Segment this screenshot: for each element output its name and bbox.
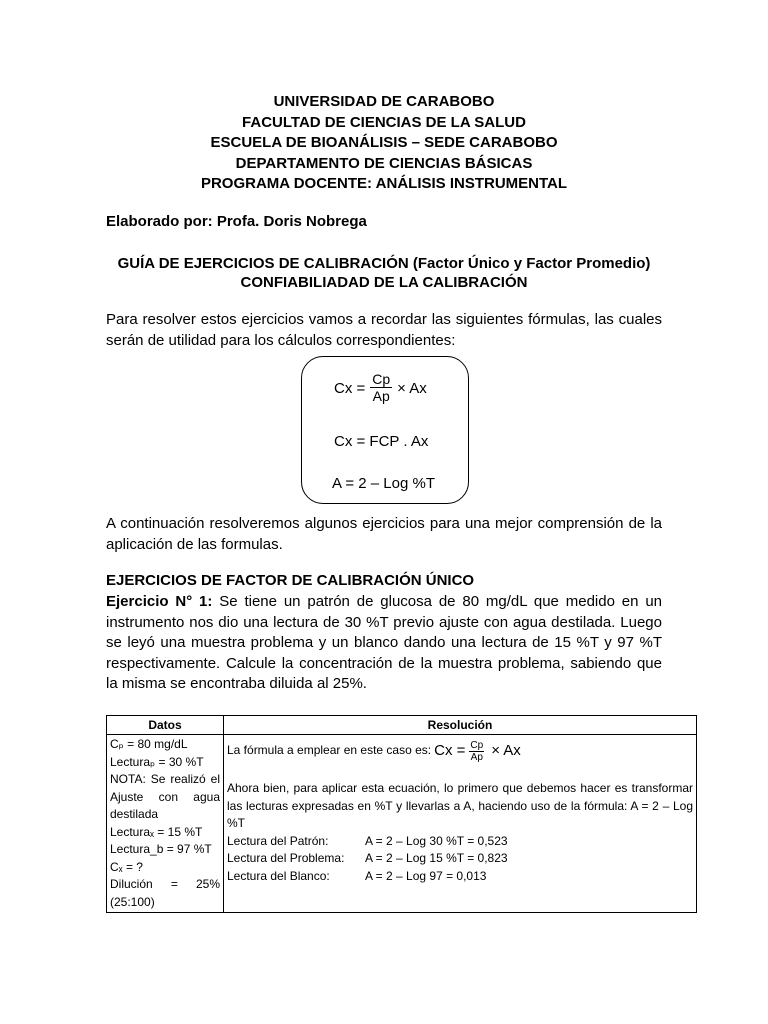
- formula-1-numerator: Cp: [372, 371, 391, 387]
- datos-item: Lectura_b = 97 %T: [110, 842, 212, 856]
- datos-item: Cₚ = 80 mg/dL: [110, 737, 188, 751]
- formula-1-denominator: Ap: [372, 388, 390, 404]
- guide-title-line-2: CONFIABILIADAD DE LA CALIBRACIÓN: [240, 274, 528, 291]
- continuation-paragraph: A continuación resolveremos algunos ejercicios para una mejor comprensión de la aplicación de las formulas.: [106, 515, 662, 553]
- calculation-expression: A = 2 – Log 97 = 0,013: [365, 868, 487, 883]
- section-title: EJERCICIOS DE FACTOR DE CALIBRACIÓN ÚNICO: [106, 572, 475, 589]
- document-header: [0, 92, 768, 195]
- formula-absorbance: A = 2 – Log %T: [332, 475, 435, 492]
- exercise-1-text: Se tiene un patrón de glucosa de 80 mg/dL que medido en un instrumento nos dio una lectura de 30 %T previo ajuste con agua destilada. Luego se leyó una muestra problema y un blanco dando una lectura de 15 %T y 97 %T respectivamente. Calcule la concentración de la muestra problema, sabiendo que la misma se encontraba diluida al 25%.: [106, 593, 662, 692]
- resolution-table: [106, 715, 697, 913]
- calculation-expression: A = 2 – Log 30 %T = 0,523: [365, 833, 508, 848]
- calculation-row: [227, 850, 693, 868]
- datos-item: Cₓ = ?: [110, 859, 143, 874]
- column-header-datos: Datos: [107, 716, 224, 735]
- datos-item: Lecturaₓ = 15 %T: [110, 824, 203, 839]
- formula-concentration: [334, 371, 427, 405]
- exercise-1-label: Ejercicio N° 1:: [106, 593, 213, 610]
- calculation-row: [227, 833, 693, 851]
- datos-item: NOTA: Se realizó el Ajuste con agua destilada: [110, 772, 220, 821]
- explanation-text: Ahora bien, para aplicar esta ecuación, lo primero que debemos hacer es transformar las lecturas expresadas en %T y llevarlas a A, haciendo uso de la fórmula: A = 2 – Log %T: [227, 781, 693, 830]
- table-header-row: [107, 716, 697, 735]
- guide-title-line-1: GUÍA DE EJERCICIOS DE CALIBRACIÓN (Factor Único y Factor Promedio): [117, 255, 651, 272]
- table-formula-denominator: Ap: [470, 751, 483, 763]
- table-row: [107, 735, 697, 913]
- formula-1-fraction: [370, 371, 392, 405]
- guide-title: [0, 254, 768, 292]
- table-formula-numerator: Cp: [470, 739, 484, 751]
- calculation-row: [227, 868, 693, 886]
- author-line: Elaborado por: Profa. Doris Nobrega: [106, 213, 367, 230]
- resolucion-cell: [224, 735, 697, 913]
- table-formula-fraction: [469, 740, 484, 763]
- table-formula-lhs: Cx =: [434, 742, 466, 760]
- datos-item: Dilución = 25% (25:100): [110, 877, 220, 909]
- exercise-1: [106, 592, 662, 695]
- program-name: PROGRAMA DOCENTE: ANÁLISIS INSTRUMENTAL: [200, 175, 568, 192]
- faculty-name: FACULTAD DE CIENCIAS DE LA SALUD: [242, 113, 526, 131]
- formula-box: [301, 356, 469, 504]
- formula-intro: La fórmula a emplear en este caso es:: [227, 743, 432, 758]
- table-formula-rhs: × Ax: [491, 742, 521, 760]
- formula-line: [227, 736, 693, 766]
- calculation-label: Lectura del Patrón:: [227, 833, 329, 848]
- calculation-expression: A = 2 – Log 15 %T = 0,823: [365, 851, 508, 865]
- school-name: ESCUELA DE BIOANÁLISIS – SEDE CARABOBO: [210, 134, 558, 151]
- column-header-resolucion: Resolución: [224, 716, 697, 735]
- datos-item: Lecturaₚ = 30 %T: [110, 754, 204, 769]
- department-name: DEPARTAMENTO DE CIENCIAS BÁSICAS: [235, 154, 533, 172]
- formula-factor: Cx = FCP . Ax: [334, 433, 429, 450]
- datos-cell: [107, 735, 224, 913]
- formula-1-rhs: × Ax: [397, 379, 427, 397]
- university-name: UNIVERSIDAD DE CARABOBO: [273, 93, 495, 110]
- calculation-label: Lectura del Blanco:: [227, 868, 330, 883]
- calculation-label: Lectura del Problema:: [227, 851, 345, 865]
- intro-paragraph: Para resolver estos ejercicios vamos a recordar las siguientes fórmulas, las cuales serán de utilidad para los cálculos correspondientes:: [106, 311, 662, 349]
- formula-1-lhs: Cx =: [334, 379, 366, 397]
